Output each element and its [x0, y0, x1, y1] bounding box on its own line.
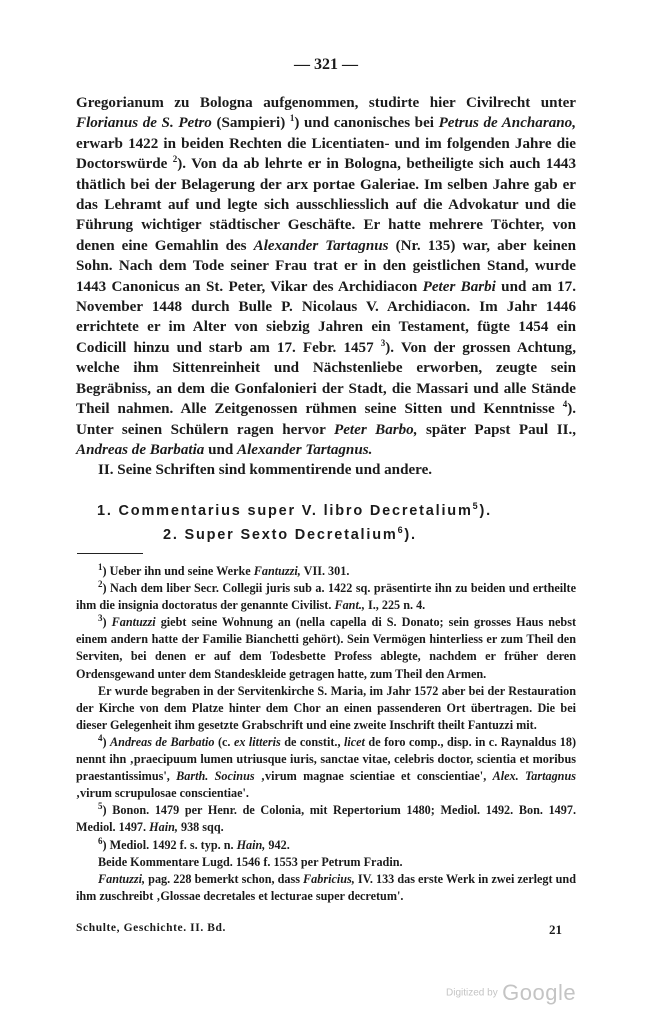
footnote-ref: 1 — [289, 113, 295, 124]
footnote-ref: 5 — [472, 501, 480, 512]
paragraph: II. Seine Schriften sind kommentirende und andere. — [98, 462, 433, 479]
paragraph: Gregorianum zu Bologna aufgenommen, studirte hier Civilrecht unter Florianus de S. Petro (Sampieri) $^1$) und canonisches bei Petrus de Ancharano, erwarb 1422 in beiden Rechten die Licentiaten- und im folgenden Jahre die Doctorswürde $^2$). Von da ab lehrte er in Bologna, betheiligte sich auch 1443 thätlich bei der Belagerung der arx portae Galeriae. Im selben Jahre gab er das Lehramt auf und legte sich ausschliesslich auf die Advokatur und die Führung wichtiger städtischer Geschäfte. Er hatte mehrere Töchter, von denen eine Gemahlin des Alexander Tartagnus (Nr. 135) war, aber keinen Sohn. Nach dem Tode seiner Frau trat er in den geistlichen Stand, wurde 1443 Canonicus an St. Peter, Vikar des Archidiacon Peter Barbi und am 17. November 1448 durch Bulle P. Nicolaus V. Archidiacon. Im Jahr 1446 errichtete er im Alter von siebzig Jahren ein Testament, fügte 1454 ein Codicill hinzu und starb am 17. Febr. 1457 $^3$). Von der grossen Achtung, welche ihm Sittenreinheit und Nächstenliebe erworben, zeugte sein Begräbniss, an dem die Gonfalonieri der Stadt, die Massari und alle Stände Theil nahmen. Alle Zeitgenossen rühmen seine Sitten und Kenntnisse $^4$). Unter seinen Schülern ragen hervor Peter Barbo, später Papst Paul II., Andreas de Barbatia und Alexander Tartagnus. — [76, 95, 576, 458]
footnote: $^3$) Fantuzzi giebt seine Wohnung an (nella capella di S. Donato; sein grosses Haus nebst einem andern hatte der Familie Bianchetti gehört). Sein Vermögen hinterliess er zum Theil den Serviten, bei denen er auf dem Todesbette Profess ablegte, nachdem er früher deren Ordensgewand unter dem Standeskleide getragen hatte, zum Theil den Armen. — [76, 613, 576, 681]
footnote-ref: 6 — [397, 525, 405, 536]
footnote: $^1$) Ueber ihn und seine Werke Fantuzzi, VII. 301. — [98, 561, 350, 578]
main-text — [76, 93, 576, 481]
footnote-divider — [77, 553, 143, 554]
footnote: $^5$) Bonon. 1479 per Henr. de Colonia, mit Repertorium 1480; Mediol. 1492. Bon. 1497. Mediol. 1497. Hain, 938 sqq. — [76, 801, 576, 835]
sheet-signature: Schulte, Geschichte. II. Bd. — [76, 922, 227, 934]
work-title: 2. Super Sexto Decretalium$^6$). — [163, 525, 417, 543]
footnote-ref: 3 — [380, 337, 386, 348]
footnote: Fantuzzi, pag. 228 bemerkt schon, dass Fabricius, IV. 133 das erste Werk in zwei zerlegt und ihm zuschreibt ‚Glossae decretales et lecturae super decretum'. — [76, 871, 576, 903]
footnote-ref: 2 — [172, 154, 178, 165]
footnote: Er wurde begraben in der Servitenkirche S. Maria, im Jahr 1572 aber bei der Restauration der Kirche von dem Platze hinter dem Chor an einen passenderen Ort übertragen. Die bei dieser Gelegenheit ihm gesetzte Grabschrift und eine zweite Inschrift theilt Fantuzzi mit. — [76, 683, 576, 732]
footnote: $^4$) Andreas de Barbatio (c. ex litteris de constit., licet de foro comp., disp. in c. Raynaldus 18) nennt ihn ‚praecipuum lumen utriusque iuris, sanctae vitae, celebris doctor, scientia et moribus praestantissimus', Barth. Socinus ‚virum magnae scientiae et conscientiae', Alex. Tartagnus ‚virum scrupulosae conscientiae'. — [76, 732, 576, 801]
work-title: 1. Commentarius super V. libro Decretalium$^5$). — [97, 501, 492, 519]
footnote-ref: 4 — [562, 399, 568, 410]
sheet-number: 21 — [549, 922, 562, 937]
google-logo: Google — [502, 980, 577, 1005]
digitized-watermark — [446, 980, 576, 1006]
sheet-footer — [76, 922, 576, 937]
footnote: $^6$) Mediol. 1492 f. s. typ. n. Hain, 942. — [98, 835, 290, 852]
footnote: Beide Kommentare Lugd. 1546 f. 1553 per Petrum Fradin. — [98, 854, 403, 869]
watermark-prefix: Digitized by — [446, 987, 498, 999]
page-number: — 321 — — [294, 56, 358, 73]
footnotes — [76, 563, 576, 905]
footnote: $^2$) Nach dem liber Secr. Collegii juris sub a. 1422 sq. präsentirte ihn zu beiden und ertheilte ihm die insignia doctoratus der genannte Civilist. Fant., I., 225 n. 4. — [76, 579, 576, 613]
